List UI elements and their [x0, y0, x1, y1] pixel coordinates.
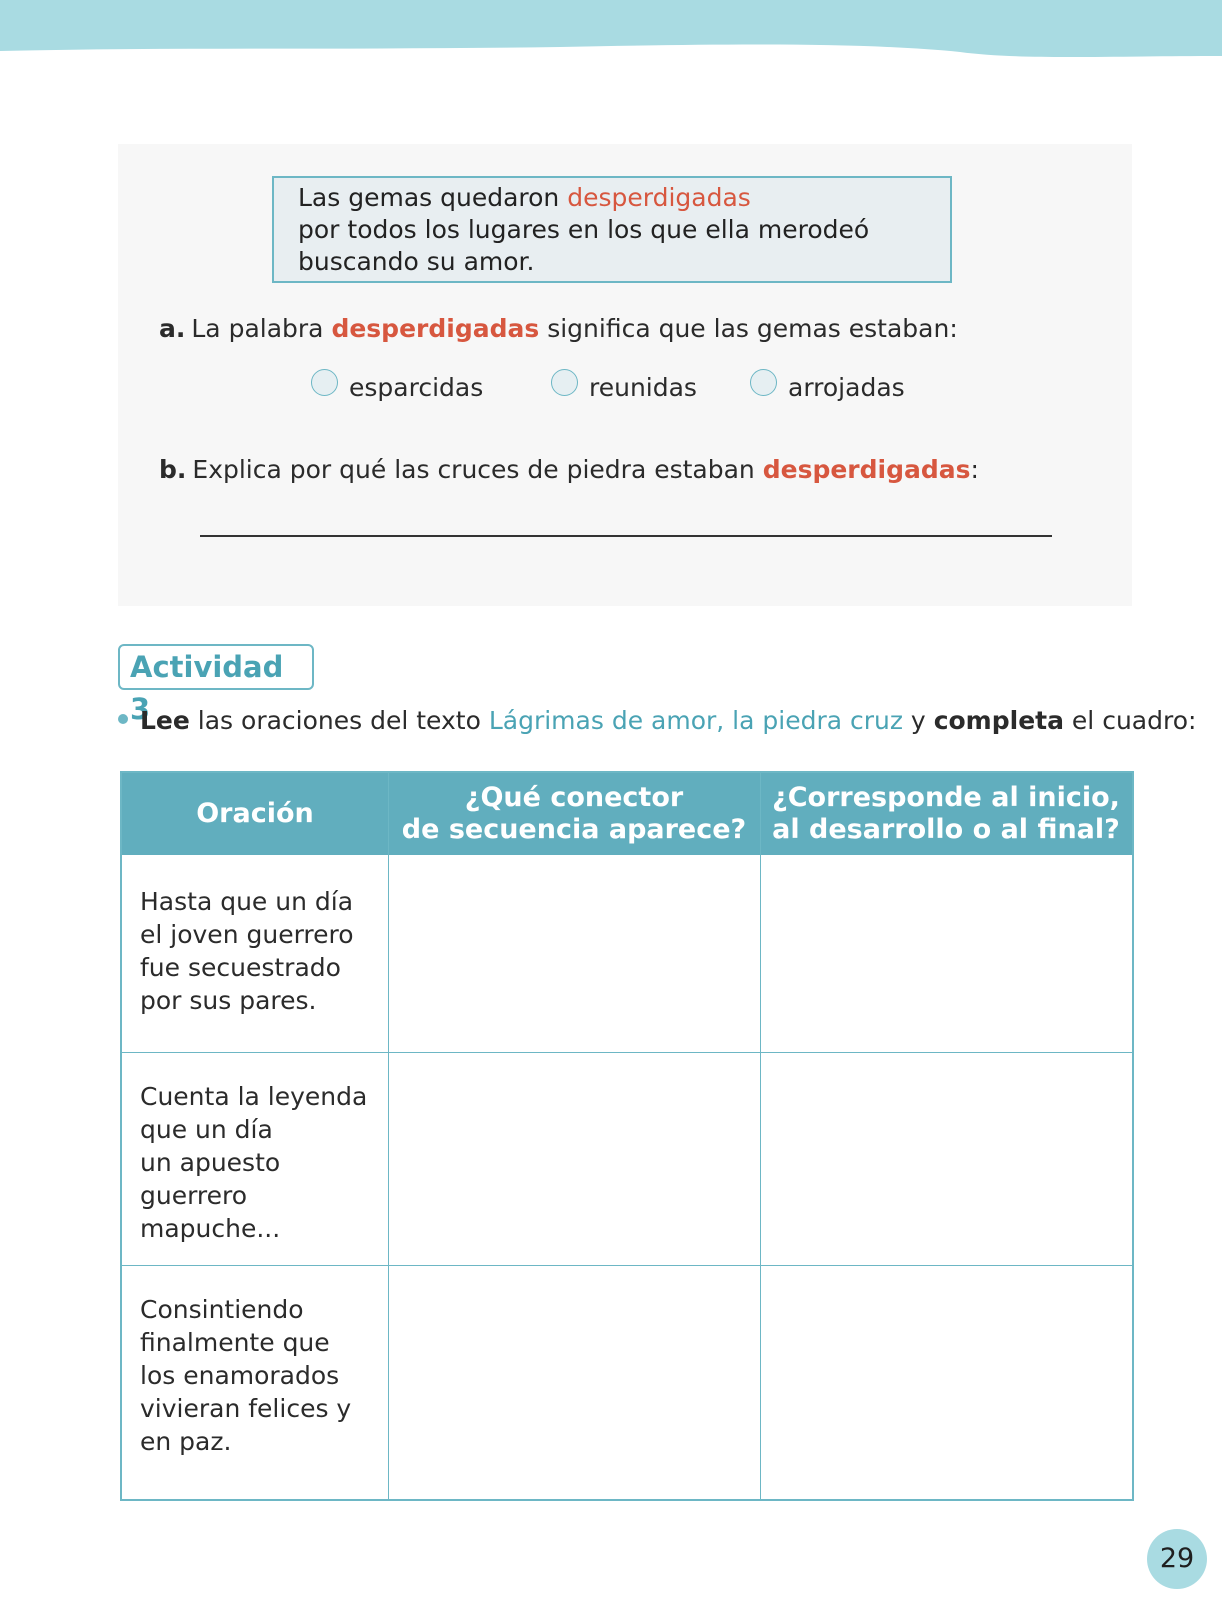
radio-button[interactable]	[750, 369, 777, 396]
activity-instruction: Lee las oraciones del texto Lágrimas de amor, la piedra cruz y completa el cuadro:	[118, 706, 1196, 735]
quote-box	[272, 176, 952, 283]
table-row-2-sentence: Cuenta la leyenda que un día un apuesto guerrero mapuche...	[140, 1082, 368, 1243]
top-wave-decoration	[0, 0, 1222, 70]
option-label: reunidas	[589, 373, 697, 402]
answer-line[interactable]	[200, 535, 1052, 537]
quote-line-2: por todos los lugares en los que ella merodeó	[298, 215, 870, 244]
page-number: 29	[1147, 1529, 1207, 1589]
row-divider	[122, 1052, 1132, 1053]
sequence-table	[120, 771, 1134, 1501]
question-b-marker: b.	[159, 455, 187, 484]
radio-button[interactable]	[551, 369, 578, 396]
quote-line-1: Las gemas quedaron desperdigadas	[298, 183, 751, 212]
question-b-highlight: desperdigadas	[762, 455, 971, 484]
question-a: a. La palabra desperdigadas significa que las gemas estaban:	[159, 314, 958, 343]
radio-button[interactable]	[311, 369, 338, 396]
question-a-marker: a.	[159, 314, 186, 343]
bullet-icon	[118, 714, 128, 724]
table-header	[122, 773, 1132, 855]
header-momento: ¿Corresponde al inicio, al desarrollo o al final?	[772, 782, 1120, 845]
table-row-1-sentence: Hasta que un día el joven guerrero fue secuestrado por sus pares.	[140, 887, 354, 1015]
column-divider	[388, 773, 389, 1499]
option-label: esparcidas	[349, 373, 484, 402]
table-row-3-sentence: Consintiendo finalmente que los enamorados vivieran felices y en paz.	[140, 1295, 352, 1456]
header-oracion: Oración	[196, 798, 314, 829]
quote-highlight: desperdigadas	[567, 183, 751, 212]
row-divider	[122, 1265, 1132, 1266]
question-b: b. Explica por qué las cruces de piedra estaban desperdigadas:	[159, 455, 979, 484]
quote-line-3: buscando su amor.	[298, 247, 535, 276]
question-a-highlight: desperdigadas	[331, 314, 540, 343]
header-conector: ¿Qué conector de secuencia aparece?	[401, 782, 747, 845]
option-label: arrojadas	[788, 373, 905, 402]
activity-title: Actividad 3	[118, 644, 314, 690]
story-title: Lágrimas de amor, la piedra cruz	[488, 706, 903, 735]
column-divider	[760, 773, 761, 1499]
